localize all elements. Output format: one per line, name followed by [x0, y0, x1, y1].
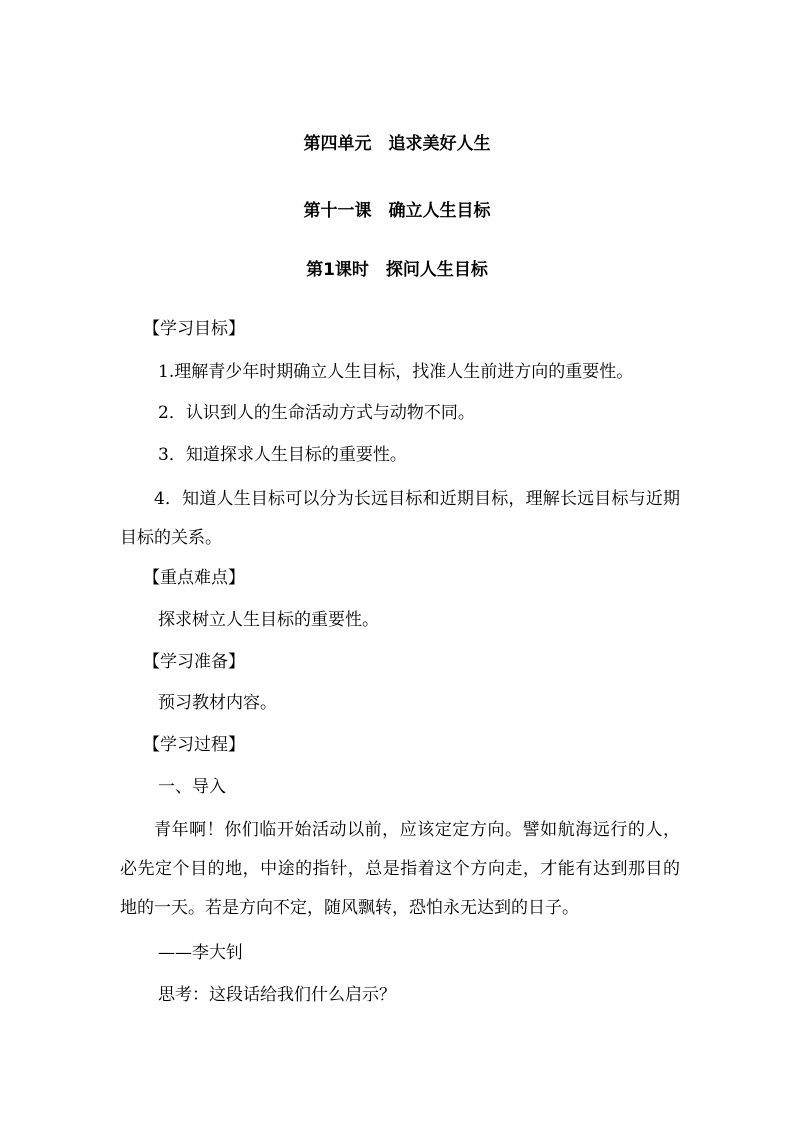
- objectives-heading: 【学习目标】: [143, 319, 245, 339]
- quote-paragraph: 青年啊！你们临开始活动以前，应该定定方向。譬如航海远行的人，必先定个目的地，中途的指针，总是指着这个方向走，才能有达到那目的地的一天。若是方向不定，随风飘转，恐怕永无达到的日子。: [120, 820, 680, 918]
- keypoints-text: 探求树立人生目标的重要性。: [158, 610, 379, 630]
- objective-item-1: 1.理解青少年时期确立人生目标，找准人生前进方向的重要性。: [158, 362, 634, 382]
- intro-heading: 一、导入: [158, 777, 226, 797]
- period-title: 第1课时 探问人生目标: [306, 260, 488, 280]
- objective-item-4: 4．知道人生目标可以分为长远目标和近期目标，理解长远目标与近期目标的关系。: [120, 489, 680, 548]
- question-text: 思考：这段话给我们什么启示？: [158, 985, 396, 1005]
- keypoints-heading: 【重点难点】: [143, 568, 245, 588]
- lesson-title: 第十一课 确立人生目标: [303, 201, 491, 221]
- objective-item-3: 3．知道探求人生目标的重要性。: [158, 445, 407, 465]
- objective-item-2: 2．认识到人的生命活动方式与动物不同。: [158, 403, 475, 423]
- unit-title: 第四单元 追求美好人生: [303, 134, 491, 154]
- quote-author: ——李大钊: [158, 943, 243, 963]
- preparation-text: 预习教材内容。: [158, 693, 277, 713]
- process-heading: 【学习过程】: [143, 735, 245, 755]
- preparation-heading: 【学习准备】: [143, 652, 245, 672]
